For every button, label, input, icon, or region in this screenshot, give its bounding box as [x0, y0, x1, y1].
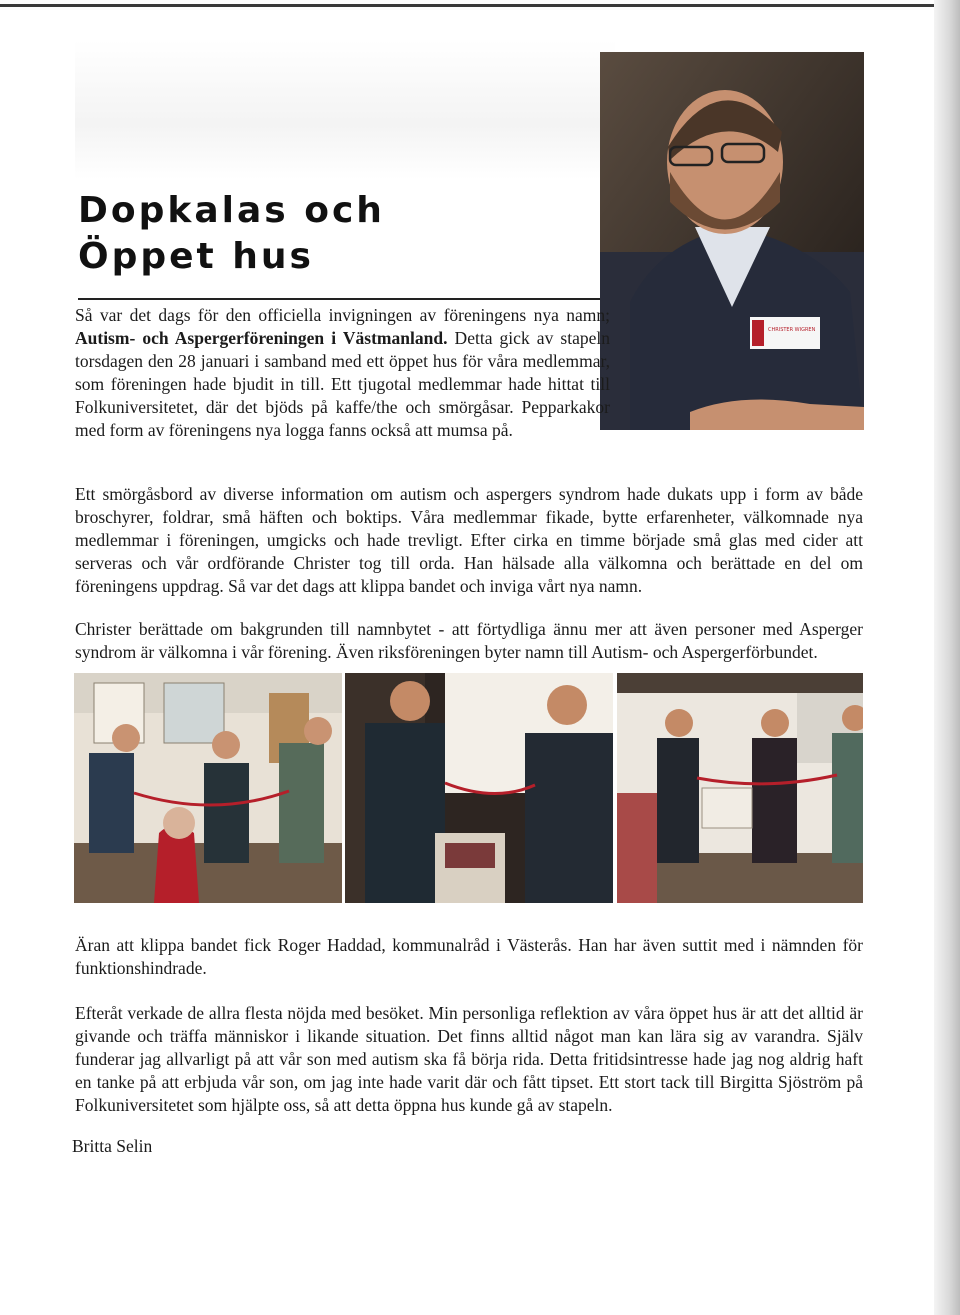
article-title-line-2: Öppet hus [78, 236, 314, 277]
bleed-through-shadow [75, 40, 615, 180]
paragraph-reflection: Efteråt verkade de allra flesta nöjda med besöket. Min personliga reflektion av våra öppet hus är att det alltid är givande och träffa människor i likande situation. Det finns alltid något man kan lära sig av varandra. Själv funderar jag allvarligt på att vår son med autism ska få börja rida. Detta fritidsintresse hade jag nog aldrig haft en tanke på att erbjuda vår son, om jag inte hade varit där och fått tipset. Ett stort tack till Birgitta Sjöström på Folkuniversitetet som hjälpte oss, så att detta öppna hus kunde gå av stapeln. [75, 1003, 863, 1115]
article-title [78, 188, 385, 280]
portrait-illustration [600, 52, 864, 430]
author-signature: Britta Selin [72, 1136, 153, 1156]
association-name: Autism- och Aspergerföreningen i Västmanland. [75, 328, 448, 348]
event-photo-illustration-1 [74, 673, 342, 903]
paragraph-ribbon-cutting: Äran att klippa bandet fick Roger Haddad, kommunalråd i Västerås. Han har även suttit med i nämnden för funktionshindrade. [75, 935, 863, 978]
portrait-photo-christer [600, 52, 864, 430]
intro-text-start: Så var det dags för den officiella invigningen av föreningens nya namn; [75, 305, 610, 325]
event-photo-ribbon-2 [345, 673, 613, 903]
paragraph-information: Ett smörgåsbord av diverse information om autism och aspergers syndrom hade dukats upp i form av både broschyrer, foldrar, små häften och boktips. Våra medlemmar fikade, bytte erfarenheter, välkomnade nya medlemmar i föreningen, umgicks och hade trevligt. Efter cirka en timme började små glas med cider att serveras och vår ordförande Christer tog till orda. Han hälsade alla välkomna och berättade en del om föreningens uppdrag. Så var det dags att klippa bandet och inviga vårt nya namn. [75, 484, 863, 596]
title-rule [78, 298, 610, 300]
event-photo-ribbon-3 [617, 673, 863, 903]
paragraph-name-change: Christer berättade om bakgrunden till namnbytet - att förtydliga ännu mer att även personer med Asperger syndrom är välkomna i vår förening. Även riksföreningen byter namn till Autism- och Aspergerförbundet. [75, 619, 863, 662]
event-photo-ribbon-1 [74, 673, 342, 903]
name-badge-text: CHRISTER WIGREN [768, 327, 816, 333]
page-edge-shadow [934, 0, 960, 1315]
intro-text-rest: Detta gick av stapeln torsdagen den 28 januari i samband med ett öppet hus för våra medlemmar, som föreningen hade bjudit in till. Ett tjugotal medlemmar hade hittat till Folkuniversitetet, där det bjöds på kaffe/the och smörgåsar. Pepparkakor med form av föreningens nya logga fanns också att mumsa på. [75, 328, 610, 440]
intro-paragraph [75, 304, 610, 442]
event-photo-illustration-3 [617, 673, 863, 903]
event-photo-illustration-2 [345, 673, 613, 903]
page-top-border [0, 4, 960, 7]
article-title-line-1: Dopkalas och [78, 190, 385, 231]
